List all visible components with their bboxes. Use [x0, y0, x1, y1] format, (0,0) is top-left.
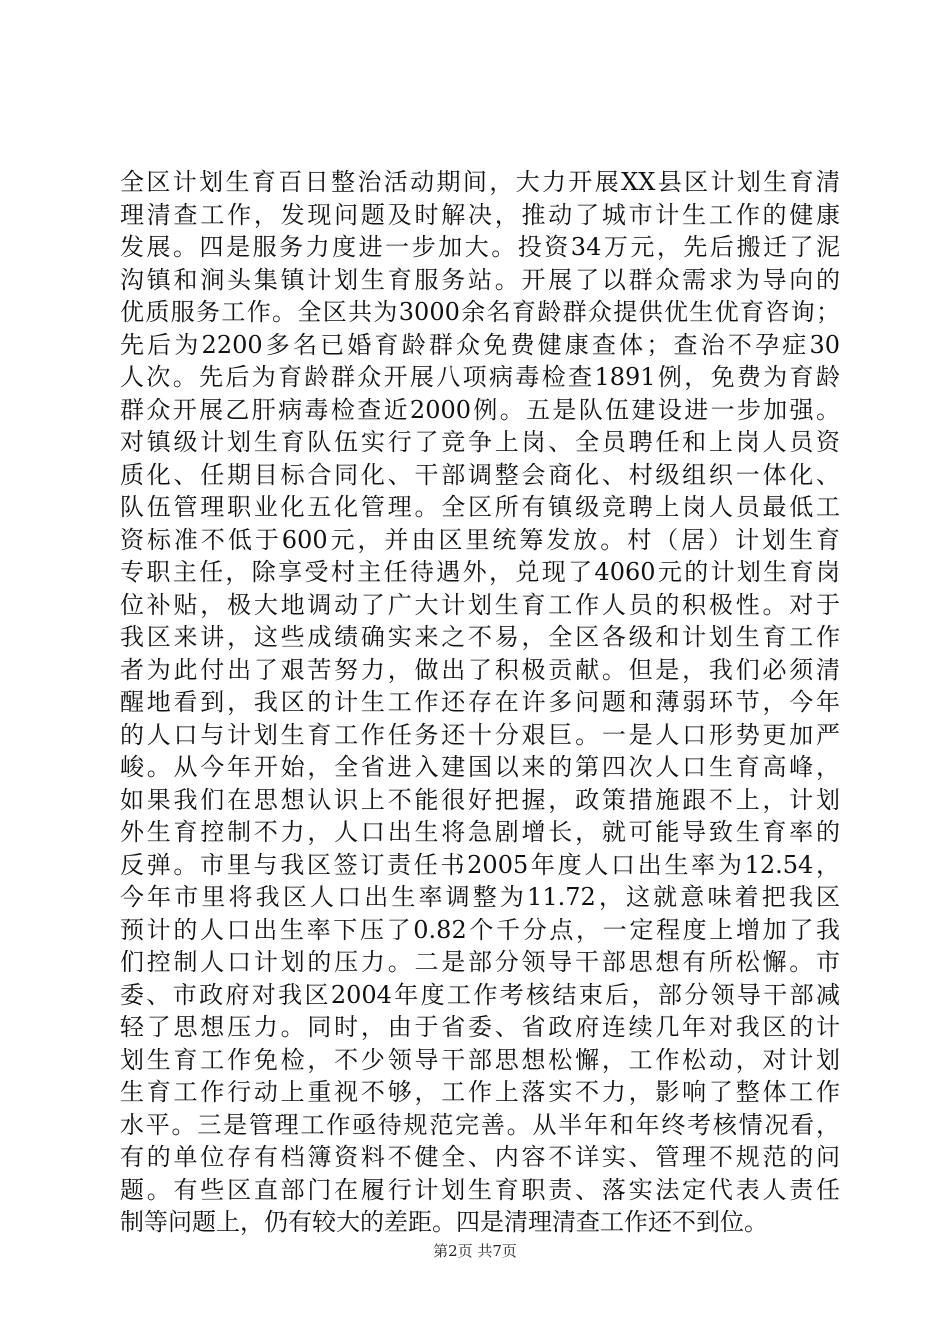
body-line: 有的单位存有档簿资料不健全、内容不详实、管理不规范的问: [120, 1143, 840, 1171]
body-line: 今年市里将我区人口出生率调整为11.72，这就意味着把我区: [120, 883, 840, 911]
body-line: 位补贴，极大地调动了广大计划生育工作人员的积极性。对于: [120, 590, 840, 619]
body-line: 资标准不低于600元，并由区里统筹发放。村（居）计划生育: [120, 525, 840, 554]
body-line: 委、市政府对我区2004年度工作考核结束后，部分领导干部减: [120, 980, 840, 1009]
body-line: 质化、任期目标合同化、干部调整会商化、村级组织一体化、: [120, 460, 840, 489]
body-line: 生育工作行动上重视不够，工作上落实不力，影响了整体工作: [120, 1078, 840, 1106]
body-line: 预计的人口出生率下压了0.82个千分点，一定程度上增加了我: [120, 915, 840, 944]
body-line: 沟镇和涧头集镇计划生育服务站。开展了以群众需求为导向的: [120, 265, 840, 294]
body-line: 发展。四是服务力度进一步加大。投资34万元，先后搬迁了泥: [120, 233, 840, 261]
body-line: 峻。从今年开始，全省进入建国以来的第四次人口生育高峰，: [120, 753, 840, 781]
body-line: 优质服务工作。全区共为3000余名育龄群众提供优生优育咨询；: [120, 298, 840, 326]
body-line: 划生育工作免检，不少领导干部思想松懈，工作松动，对计划: [120, 1045, 840, 1074]
body-line: 者为此付出了艰苦努力，做出了积极贡献。但是，我们必须清: [120, 655, 840, 684]
body-line: 如果我们在思想认识上不能很好把握，政策措施跟不上，计划: [120, 785, 840, 814]
body-line: 群众开展乙肝病毒检查近2000例。五是队伍建设进一步加强。: [120, 395, 840, 424]
body-line: 题。有些区直部门在履行计划生育职责、落实法定代表人责任: [120, 1175, 840, 1204]
body-line: 专职主任，除享受村主任待遇外，兑现了4060元的计划生育岗: [120, 558, 840, 586]
body-line: 醒地看到，我区的计生工作还存在许多问题和薄弱环节，今年: [120, 688, 840, 716]
body-line: 我区来讲，这些成绩确实来之不易，全区各级和计划生育工作: [120, 623, 840, 651]
body-line: 对镇级计划生育队伍实行了竞争上岗、全员聘任和上岗人员资: [120, 428, 840, 456]
body-line: 们控制人口计划的压力。二是部分领导干部思想有所松懈。市: [120, 948, 840, 976]
page-footer: 第2页 共7页: [433, 1242, 517, 1260]
body-line: 的人口与计划生育工作任务还十分艰巨。一是人口形势更加严: [120, 720, 840, 749]
body-line: 轻了思想压力。同时，由于省委、省政府连续几年对我区的计: [120, 1013, 840, 1041]
body-line: 人次。先后为育龄群众开展八项病毒检查1891例，免费为育龄: [120, 363, 840, 391]
body-line: 先后为2200多名已婚育龄群众免费健康查体；查治不孕症30: [120, 330, 840, 359]
body-line: 制等问题上，仍有较大的差距。四是清理清查工作还不到位。: [120, 1208, 768, 1236]
body-line: 理清查工作，发现问题及时解决，推动了城市计生工作的健康: [120, 200, 840, 229]
body-line: 全区计划生育百日整治活动期间，大力开展XX县区计划生育清: [120, 168, 840, 196]
body-line: 队伍管理职业化五化管理。全区所有镇级竞聘上岗人员最低工: [120, 493, 840, 521]
body-line: 外生育控制不力，人口出生将急剧增长，就可能导致生育率的: [120, 818, 840, 846]
body-line: 水平。三是管理工作亟待规范完善。从半年和年终考核情况看，: [120, 1110, 840, 1139]
body-line: 反弹。市里与我区签订责任书2005年度人口出生率为12.54，: [120, 850, 840, 879]
body-text: [120, 166, 840, 1239]
